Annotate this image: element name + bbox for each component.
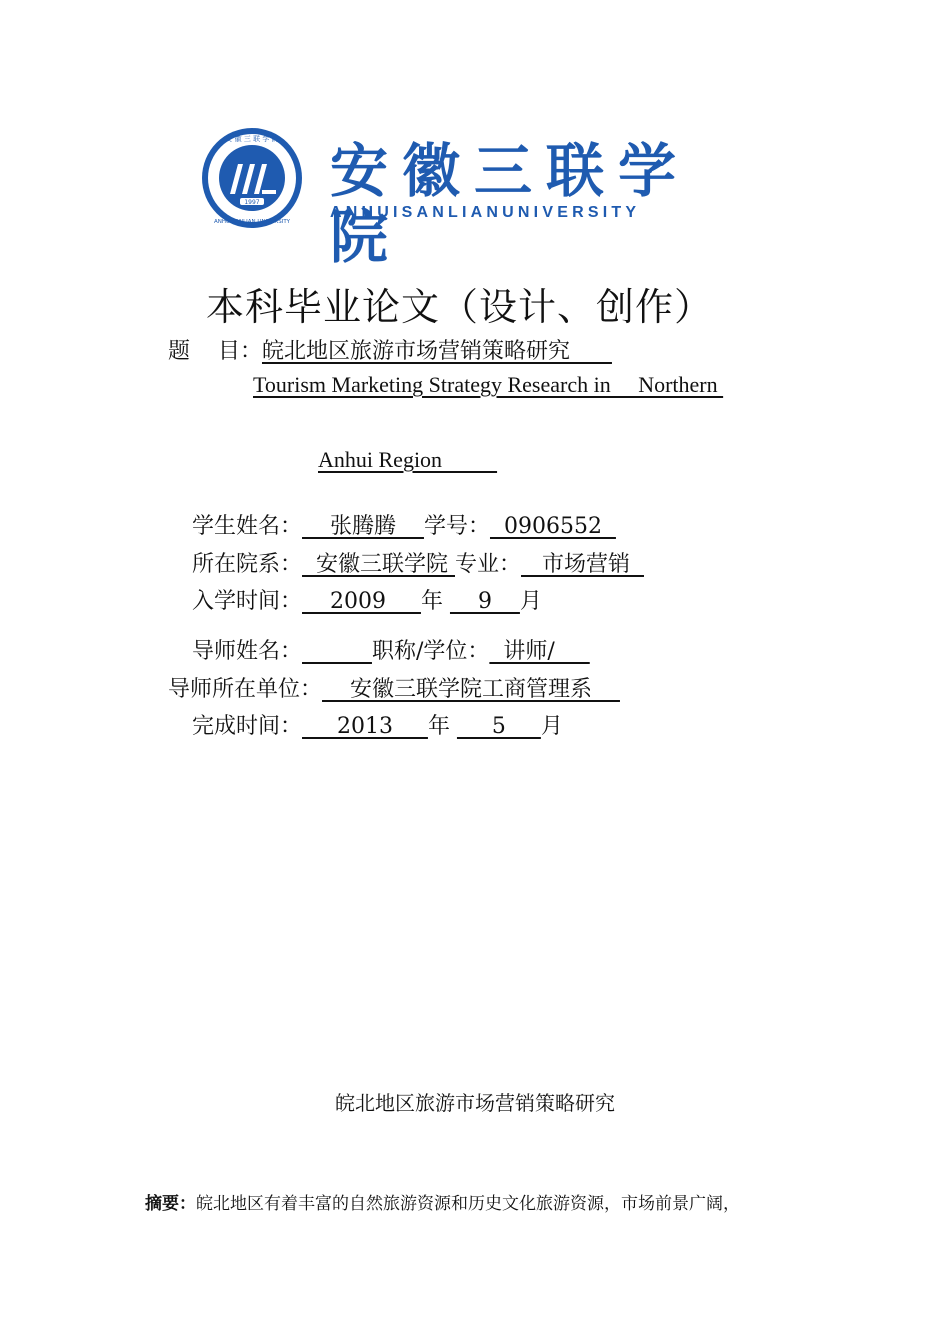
finish-year-char: 年 bbox=[427, 714, 450, 739]
advisor-unit-label: 导师所在单位： bbox=[168, 677, 323, 702]
advisor-unit-row bbox=[168, 672, 620, 703]
advisor-unit: 安徽三联学院工商管理系 bbox=[322, 677, 620, 702]
dept-label: 所在院系： bbox=[192, 552, 303, 577]
enroll-month-char: 月 bbox=[519, 589, 542, 614]
advisor-row bbox=[192, 634, 590, 665]
student-row bbox=[192, 509, 616, 540]
enroll-month: 9 bbox=[449, 589, 520, 614]
finish-label: 完成时间： bbox=[192, 714, 303, 739]
topic-en-line-2 bbox=[318, 447, 497, 473]
advisor-title-label: 职称/学位： bbox=[371, 639, 490, 664]
finish-month: 5 bbox=[456, 714, 541, 739]
dept-value: 安徽三联学院 bbox=[302, 552, 455, 577]
student-id-label: 学号： bbox=[423, 514, 490, 539]
enroll-year-char: 年 bbox=[420, 589, 443, 614]
abstract-label: 摘要： bbox=[145, 1194, 196, 1214]
enroll-row bbox=[192, 584, 542, 615]
enroll-label: 入学时间： bbox=[192, 589, 303, 614]
svg-text:1997: 1997 bbox=[244, 199, 260, 206]
section-title: 皖北地区旅游市场营销策略研究 bbox=[335, 1091, 615, 1115]
finish-row bbox=[192, 709, 563, 740]
topic-en-2: Anhui Region bbox=[318, 447, 498, 472]
student-name-label: 学生姓名： bbox=[192, 514, 303, 539]
student-id: 0906552 bbox=[489, 514, 616, 539]
student-name: 张腾腾 bbox=[302, 514, 424, 539]
topic-en-line-1 bbox=[253, 372, 723, 398]
advisor-name bbox=[302, 639, 372, 664]
abstract-line bbox=[145, 1189, 740, 1214]
advisor-label: 导师姓名： bbox=[192, 639, 303, 664]
major-value: 市场营销 bbox=[521, 552, 644, 577]
university-name-cn: 安徽三联学院 bbox=[330, 137, 691, 271]
svg-text:安 徽 三 联 学 院: 安 徽 三 联 学 院 bbox=[225, 135, 279, 143]
finish-month-char: 月 bbox=[540, 714, 563, 739]
dept-row bbox=[192, 547, 644, 578]
abstract-text: 皖北地区有着丰富的自然旅游资源和历史文化旅游资源，市场前景广阔， bbox=[196, 1194, 740, 1214]
finish-year: 2013 bbox=[302, 714, 428, 739]
topic-row bbox=[168, 334, 612, 365]
document-title: 本科毕业论文（设计、创作） bbox=[206, 285, 714, 329]
topic-en-1: Tourism Marketing Strategy Research in Northern bbox=[253, 372, 724, 397]
svg-text:ANHUISANLIAN UNIVERSITY: ANHUISANLIAN UNIVERSITY bbox=[213, 219, 291, 225]
university-name-en: ANHUISANLIANUNIVERSITY bbox=[330, 204, 641, 221]
topic-label: 题 目： bbox=[168, 339, 262, 364]
topic-cn: 皖北地区旅游市场营销策略研究 bbox=[261, 339, 612, 364]
major-label: 专业： bbox=[455, 552, 522, 577]
advisor-title: 讲师/ bbox=[489, 639, 590, 664]
enroll-year: 2009 bbox=[302, 589, 421, 614]
university-seal-logo bbox=[200, 126, 304, 230]
